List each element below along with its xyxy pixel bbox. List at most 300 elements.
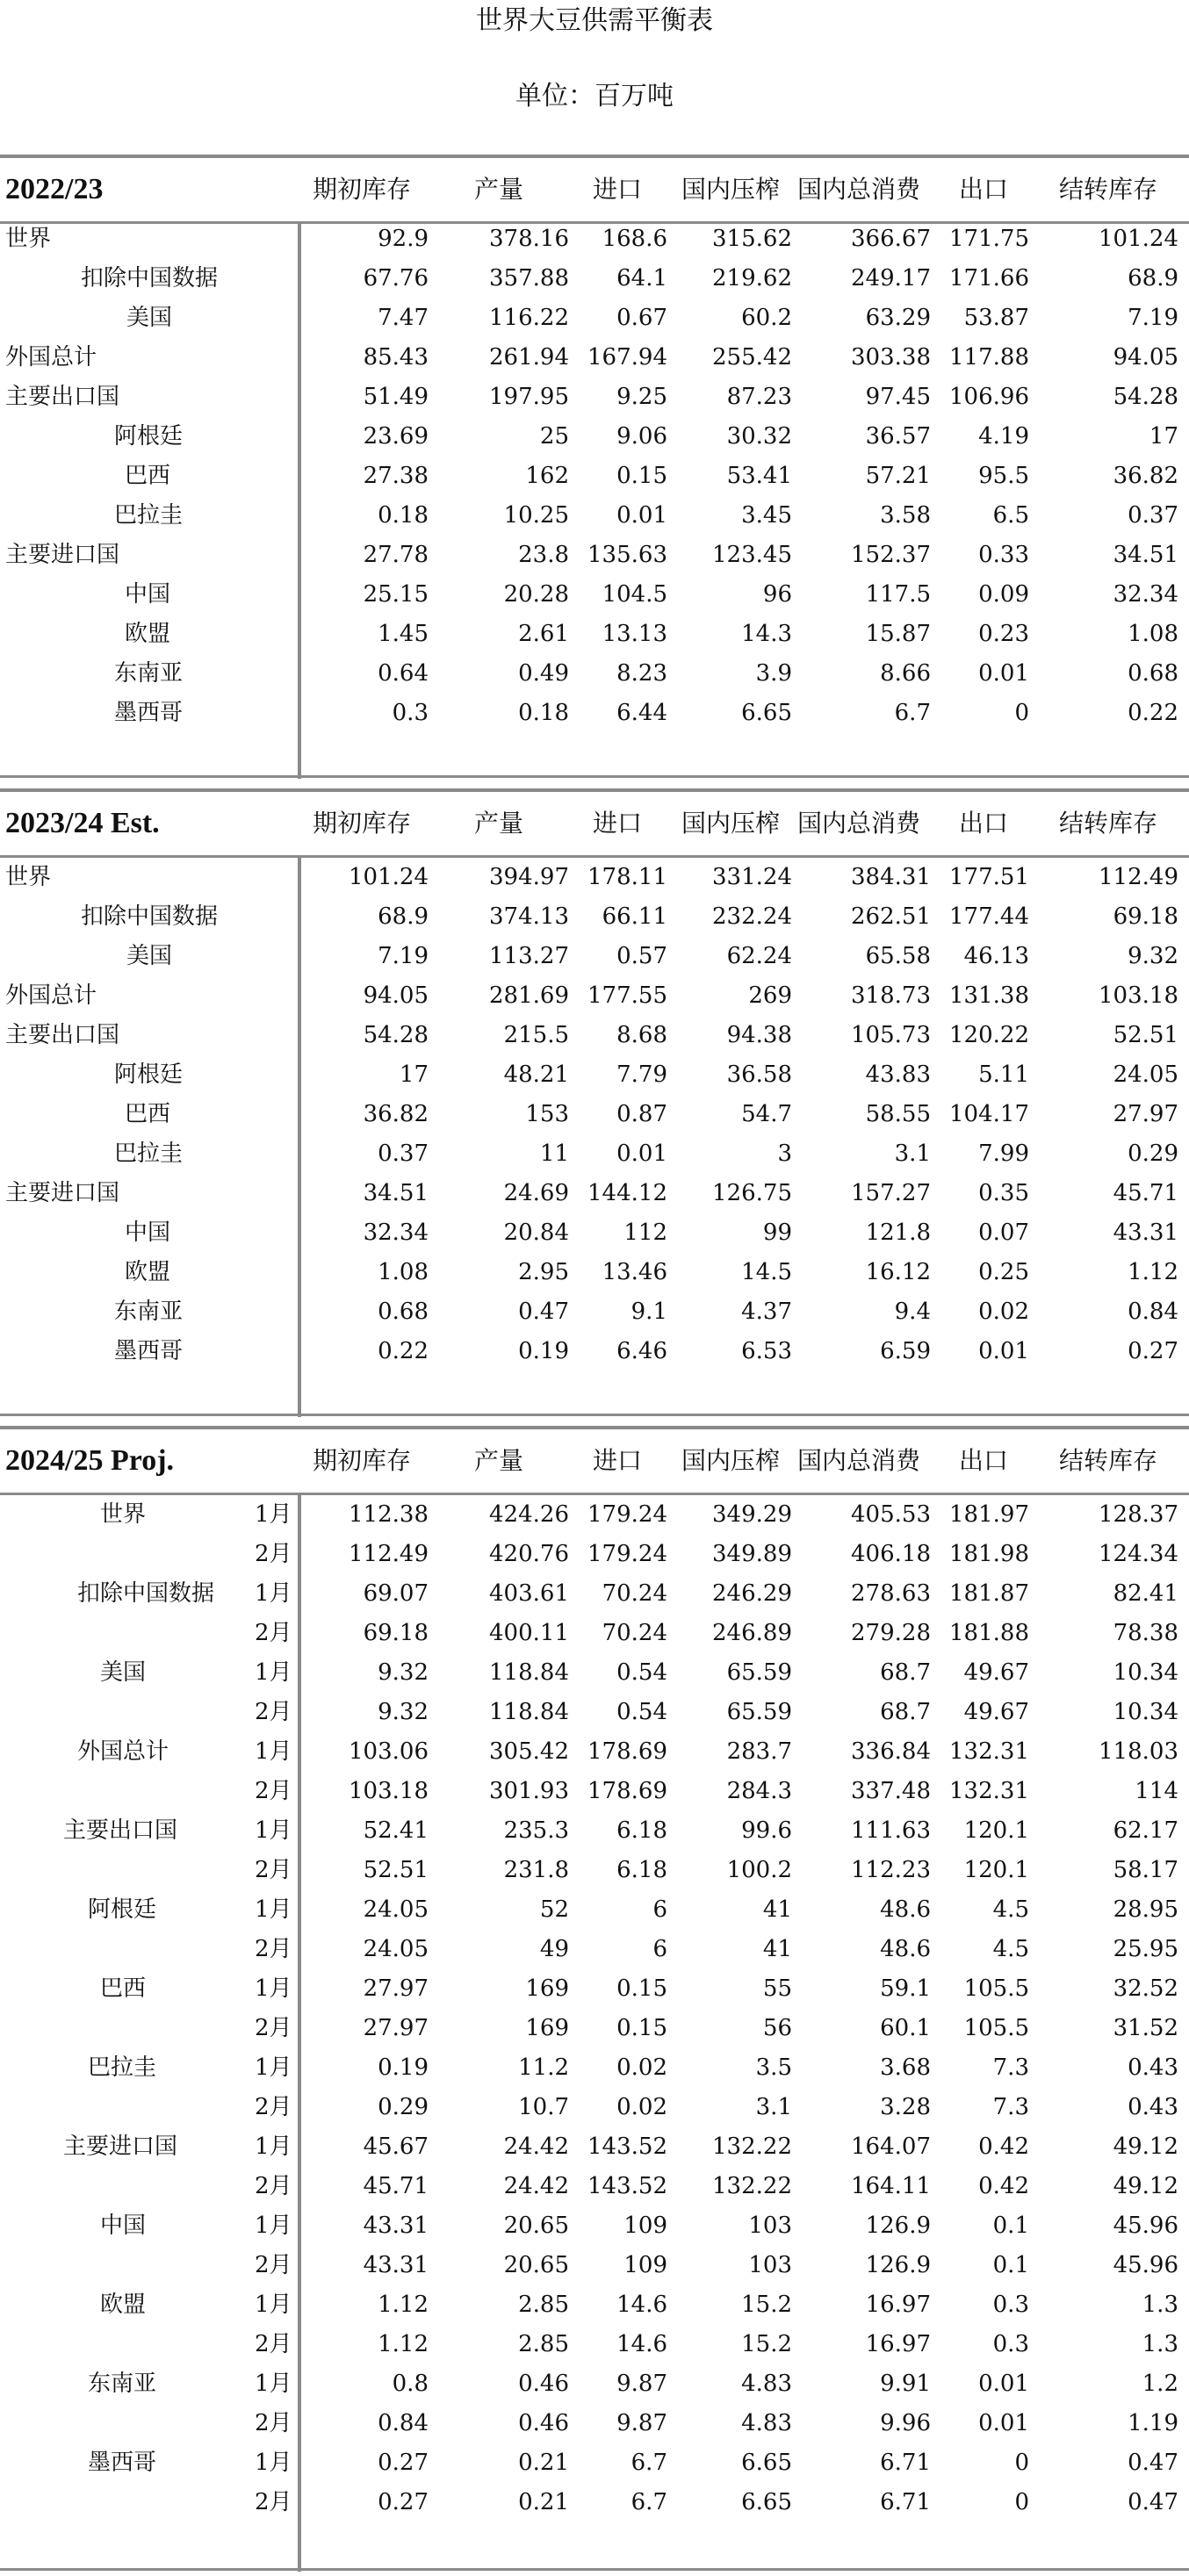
table-cell: 62.24 xyxy=(726,943,792,969)
table-cell: 0.22 xyxy=(1128,700,1178,726)
table-cell: 315.62 xyxy=(712,226,792,252)
table-row xyxy=(0,1574,1189,1614)
column-header: 国内总消费 xyxy=(797,809,921,838)
table-cell: 6.7 xyxy=(631,2489,667,2515)
table-cell: 97.45 xyxy=(865,384,931,410)
table-cell: 0.68 xyxy=(1128,660,1178,687)
table-cell: 60.1 xyxy=(880,2015,931,2041)
table-cell: 0.46 xyxy=(518,2371,569,2397)
table-cell: 168.6 xyxy=(602,226,667,252)
table-cell: 283.7 xyxy=(726,1738,792,1765)
table-cell: 0.09 xyxy=(978,581,1029,608)
row-label: 巴西 xyxy=(125,1101,171,1127)
table-cell: 132.22 xyxy=(712,2133,792,2160)
table-cell: 349.29 xyxy=(712,1501,792,1528)
table-cell: 24.42 xyxy=(503,2133,569,2160)
table-cell: 144.12 xyxy=(587,1180,667,1206)
table-cell: 0.19 xyxy=(378,2054,429,2081)
table-cell: 177.44 xyxy=(949,903,1029,930)
table-cell: 16.97 xyxy=(865,2331,931,2357)
row-label: 欧盟 xyxy=(125,621,171,647)
table-cell: 10.34 xyxy=(1113,1699,1178,1725)
column-header: 国内压榨 xyxy=(681,809,781,838)
table-cell: 366.67 xyxy=(851,226,931,252)
table-cell: 58.17 xyxy=(1113,1857,1178,1883)
row-label: 东南亚 xyxy=(114,660,184,687)
table-cell: 132.22 xyxy=(712,2173,792,2199)
table-cell: 337.48 xyxy=(851,1778,931,1804)
table-cell: 7.19 xyxy=(1128,305,1178,331)
table-cell: 181.88 xyxy=(949,1620,1029,1646)
row-label: 主要出口国 xyxy=(5,384,120,410)
table-cell: 49.67 xyxy=(963,1699,1029,1725)
table-cell: 9.32 xyxy=(378,1699,429,1725)
table-cell: 0.68 xyxy=(378,1299,429,1325)
table-cell: 4.19 xyxy=(978,423,1029,450)
table-cell: 48.21 xyxy=(503,1061,569,1088)
table-cell: 118.03 xyxy=(1099,1738,1178,1765)
table-cell: 157.27 xyxy=(851,1180,931,1206)
table-cell: 53.87 xyxy=(963,305,1029,331)
table-cell: 55 xyxy=(762,1975,792,2002)
table-cell: 24.05 xyxy=(363,1936,429,1962)
table-cell: 36.82 xyxy=(363,1101,429,1127)
table-cell: 0.15 xyxy=(616,1975,667,2002)
table-cell: 49.12 xyxy=(1113,2173,1178,2199)
table-cell: 68.7 xyxy=(880,1699,931,1725)
row-month: 2月 xyxy=(255,1620,292,1646)
table-cell: 181.98 xyxy=(949,1541,1029,1567)
table-cell: 169 xyxy=(525,2015,569,2041)
column-header: 出口 xyxy=(959,1446,1009,1475)
table-cell: 114 xyxy=(1135,1778,1178,1804)
table-cell: 20.28 xyxy=(503,581,569,608)
table-cell: 27.97 xyxy=(1113,1101,1178,1127)
table-cell: 117.88 xyxy=(949,344,1029,371)
table-cell: 0.02 xyxy=(978,1299,1029,1325)
table-cell: 32.34 xyxy=(363,1220,429,1246)
table-cell: 0.84 xyxy=(1128,1299,1178,1325)
table-cell: 400.11 xyxy=(489,1620,569,1646)
table-cell: 3.1 xyxy=(755,2094,792,2120)
table-cell: 60.2 xyxy=(741,305,792,331)
column-header: 出口 xyxy=(959,175,1009,204)
table-cell: 1.45 xyxy=(378,621,429,647)
table-cell: 219.62 xyxy=(712,265,792,291)
table-cell: 0.01 xyxy=(978,660,1029,687)
row-label: 世界 xyxy=(5,864,52,890)
row-month: 1月 xyxy=(255,2450,292,2476)
table-cell: 0.23 xyxy=(978,621,1029,647)
table-cell: 105.73 xyxy=(851,1022,931,1048)
page-title: 世界大豆供需平衡表 xyxy=(476,5,713,36)
table-row xyxy=(0,858,1189,897)
table-cell: 34.51 xyxy=(1113,542,1178,568)
row-label: 中国 xyxy=(100,2213,147,2239)
table-cell: 28.95 xyxy=(1113,1896,1178,1923)
table-row xyxy=(0,2285,1189,2325)
table-cell: 9.32 xyxy=(1128,943,1178,969)
table-cell: 152.37 xyxy=(851,542,931,568)
table-cell: 0.84 xyxy=(378,2410,429,2436)
table-cell: 6.53 xyxy=(741,1338,792,1364)
table-cell: 143.52 xyxy=(587,2173,667,2199)
table-cell: 41 xyxy=(762,1936,792,1962)
table-cell: 135.63 xyxy=(587,542,667,568)
table-cell: 420.76 xyxy=(489,1541,569,1567)
table-cell: 7.19 xyxy=(378,943,429,969)
row-label: 巴西 xyxy=(100,1975,147,2002)
table-cell: 104.17 xyxy=(949,1101,1029,1127)
table-cell: 162 xyxy=(525,463,569,489)
column-header: 结转库存 xyxy=(1059,809,1158,838)
table-cell: 0.02 xyxy=(616,2054,667,2081)
table-cell: 0.29 xyxy=(1128,1140,1178,1167)
table-cell: 87.23 xyxy=(726,384,792,410)
table-cell: 269 xyxy=(748,982,792,1009)
table-cell: 94.05 xyxy=(363,982,429,1009)
table-cell: 52.41 xyxy=(363,1817,429,1844)
table-cell: 0.42 xyxy=(978,2133,1029,2160)
table-cell: 303.38 xyxy=(851,344,931,371)
row-label: 扣除中国数据 xyxy=(81,265,219,291)
table-row xyxy=(0,2246,1189,2285)
table-cell: 0.47 xyxy=(1128,2489,1178,2515)
table-cell: 45.71 xyxy=(1113,1180,1178,1206)
column-header: 结转库存 xyxy=(1059,175,1158,204)
table-cell: 0.3 xyxy=(992,2331,1029,2357)
row-label: 世界 xyxy=(100,1501,147,1528)
table-cell: 10.25 xyxy=(503,502,569,529)
table-cell: 41 xyxy=(762,1896,792,1923)
table-cell: 14.6 xyxy=(616,2331,667,2357)
table-cell: 43.31 xyxy=(363,2252,429,2278)
table-cell: 109 xyxy=(623,2213,667,2239)
table-cell: 16.97 xyxy=(865,2292,931,2318)
table-cell: 15.87 xyxy=(865,621,931,647)
table-cell: 128.37 xyxy=(1099,1501,1178,1528)
table-cell: 6.65 xyxy=(741,2489,792,2515)
row-month: 2月 xyxy=(255,2015,292,2041)
table-cell: 3.45 xyxy=(741,502,792,529)
section-top-rule xyxy=(0,155,1189,158)
table-cell: 103.18 xyxy=(349,1778,429,1804)
table-cell: 32.52 xyxy=(1113,1975,1178,2002)
table-cell: 178.69 xyxy=(587,1778,667,1804)
table-cell: 31.52 xyxy=(1113,2015,1178,2041)
table-cell: 132.31 xyxy=(949,1778,1029,1804)
column-header: 产量 xyxy=(474,809,524,838)
table-cell: 1.3 xyxy=(1142,2331,1178,2357)
table-row xyxy=(0,654,1189,694)
table-cell: 69.18 xyxy=(1113,903,1178,930)
table-cell: 1.19 xyxy=(1128,2410,1178,2436)
table-cell: 27.97 xyxy=(363,1975,429,2002)
row-month: 1月 xyxy=(255,1501,292,1528)
table-cell: 0.1 xyxy=(992,2252,1029,2278)
table-row xyxy=(0,1732,1189,1772)
table-cell: 384.31 xyxy=(851,864,931,890)
table-cell: 6.7 xyxy=(894,700,931,726)
table-row xyxy=(0,378,1189,417)
table-cell: 0.15 xyxy=(616,463,667,489)
table-cell: 1.08 xyxy=(1128,621,1178,647)
table-cell: 0.29 xyxy=(378,2094,429,2120)
row-label: 扣除中国数据 xyxy=(77,1580,215,1607)
table-cell: 13.46 xyxy=(602,1259,667,1285)
table-cell: 178.69 xyxy=(587,1738,667,1765)
table-row xyxy=(0,2009,1189,2048)
table-cell: 52.51 xyxy=(363,1857,429,1883)
row-month: 2月 xyxy=(255,1699,292,1725)
table-cell: 6.65 xyxy=(741,700,792,726)
table-cell: 118.84 xyxy=(489,1659,569,1686)
table-row xyxy=(0,1095,1189,1134)
table-cell: 6.71 xyxy=(880,2489,931,2515)
section-bottom-rule xyxy=(0,2568,1189,2571)
table-cell: 14.6 xyxy=(616,2292,667,2318)
row-label: 欧盟 xyxy=(125,1259,171,1285)
table-cell: 49 xyxy=(539,1936,569,1962)
table-row xyxy=(0,2404,1189,2443)
column-header: 进口 xyxy=(593,1446,643,1475)
table-cell: 0.37 xyxy=(1128,502,1178,529)
row-month: 2月 xyxy=(255,1778,292,1804)
table-cell: 301.93 xyxy=(489,1778,569,1804)
table-row xyxy=(0,259,1189,299)
table-cell: 336.84 xyxy=(851,1738,931,1765)
table-row xyxy=(0,1890,1189,1930)
table-cell: 45.71 xyxy=(363,2173,429,2199)
column-header: 期初库存 xyxy=(313,175,412,204)
table-cell: 279.28 xyxy=(851,1620,931,1646)
table-cell: 406.18 xyxy=(851,1541,931,1567)
table-cell: 6.71 xyxy=(880,2450,931,2476)
table-cell: 403.61 xyxy=(489,1580,569,1607)
row-month: 1月 xyxy=(255,1738,292,1765)
row-label: 东南亚 xyxy=(88,2371,157,2397)
table-cell: 16.12 xyxy=(865,1259,931,1285)
table-cell: 179.24 xyxy=(587,1501,667,1528)
row-label: 美国 xyxy=(100,1659,147,1686)
table-cell: 4.37 xyxy=(741,1299,792,1325)
table-cell: 32.34 xyxy=(1113,581,1178,608)
row-label: 扣除中国数据 xyxy=(81,903,219,930)
table-cell: 24.05 xyxy=(363,1896,429,1923)
table-cell: 0.43 xyxy=(1128,2094,1178,2120)
table-cell: 1.12 xyxy=(378,2292,429,2318)
table-cell: 0.43 xyxy=(1128,2054,1178,2081)
table-cell: 121.8 xyxy=(865,1220,931,1246)
row-label: 中国 xyxy=(125,581,171,608)
table-cell: 106.96 xyxy=(949,384,1029,410)
table-row xyxy=(0,2443,1189,2483)
table-cell: 65.58 xyxy=(865,943,931,969)
table-cell: 278.63 xyxy=(851,1580,931,1607)
row-label: 主要进口国 xyxy=(5,1180,120,1206)
table-cell: 164.07 xyxy=(851,2133,931,2160)
table-cell: 109 xyxy=(623,2252,667,2278)
table-cell: 6 xyxy=(652,1896,667,1923)
table-cell: 197.95 xyxy=(489,384,569,410)
row-label: 阿根廷 xyxy=(114,423,184,450)
table-cell: 24.69 xyxy=(503,1180,569,1206)
table-cell: 27.97 xyxy=(363,2015,429,2041)
table-cell: 117.5 xyxy=(865,581,931,608)
table-cell: 95.5 xyxy=(978,463,1029,489)
table-cell: 2.61 xyxy=(518,621,569,647)
row-label: 巴拉圭 xyxy=(114,1140,184,1167)
table-row xyxy=(0,1016,1189,1055)
table-cell: 0.8 xyxy=(392,2371,429,2397)
row-month: 1月 xyxy=(255,1659,292,1686)
column-header: 出口 xyxy=(959,809,1009,838)
section-top-rule xyxy=(0,788,1189,792)
table-cell: 0.01 xyxy=(978,2410,1029,2436)
table-cell: 9.32 xyxy=(378,1659,429,1686)
table-cell: 143.52 xyxy=(587,2133,667,2160)
row-label: 中国 xyxy=(125,1220,171,1246)
table-cell: 25.15 xyxy=(363,581,429,608)
table-cell: 9.1 xyxy=(631,1299,667,1325)
table-row xyxy=(0,1134,1189,1174)
table-row xyxy=(0,338,1189,378)
column-header: 进口 xyxy=(593,175,643,204)
row-month: 1月 xyxy=(255,1580,292,1607)
table-row xyxy=(0,694,1189,733)
table-cell: 0.21 xyxy=(518,2450,569,2476)
table-cell: 181.87 xyxy=(949,1580,1029,1607)
table-cell: 94.38 xyxy=(726,1022,792,1048)
table-cell: 4.83 xyxy=(741,2371,792,2397)
table-cell: 6.46 xyxy=(616,1338,667,1364)
table-row xyxy=(0,417,1189,457)
table-row xyxy=(0,2325,1189,2364)
table-cell: 0 xyxy=(1014,2450,1029,2476)
row-month: 1月 xyxy=(255,2054,292,2081)
table-cell: 3.1 xyxy=(894,1140,931,1167)
table-cell: 231.8 xyxy=(503,1857,569,1883)
table-cell: 48.6 xyxy=(880,1896,931,1923)
table-cell: 9.25 xyxy=(616,384,667,410)
table-cell: 7.47 xyxy=(378,305,429,331)
row-label: 外国总计 xyxy=(77,1738,169,1765)
row-label: 墨西哥 xyxy=(114,1338,184,1364)
table-cell: 36.82 xyxy=(1113,463,1178,489)
table-cell: 116.22 xyxy=(489,305,569,331)
table-cell: 30.32 xyxy=(726,423,792,450)
table-row xyxy=(0,1213,1189,1253)
table-cell: 305.42 xyxy=(489,1738,569,1765)
table-cell: 112.49 xyxy=(349,1541,429,1567)
table-cell: 62.17 xyxy=(1113,1817,1178,1844)
row-month: 1月 xyxy=(255,2133,292,2160)
table-row xyxy=(0,2048,1189,2088)
table-row xyxy=(0,1495,1189,1535)
table-cell: 52.51 xyxy=(1113,1022,1178,1048)
table-cell: 123.45 xyxy=(712,542,792,568)
table-cell: 24.05 xyxy=(1113,1061,1178,1088)
table-cell: 70.24 xyxy=(602,1580,667,1607)
table-cell: 126.9 xyxy=(865,2213,931,2239)
table-cell: 3 xyxy=(777,1140,792,1167)
table-cell: 235.3 xyxy=(503,1817,569,1844)
table-cell: 177.55 xyxy=(587,982,667,1009)
table-row xyxy=(0,1535,1189,1574)
table-cell: 7.79 xyxy=(616,1061,667,1088)
table-cell: 281.69 xyxy=(489,982,569,1009)
table-cell: 246.89 xyxy=(712,1620,792,1646)
table-cell: 0.27 xyxy=(378,2450,429,2476)
table-cell: 284.3 xyxy=(726,1778,792,1804)
table-cell: 178.11 xyxy=(587,864,667,890)
table-cell: 56 xyxy=(762,2015,792,2041)
table-cell: 7.99 xyxy=(978,1140,1029,1167)
table-cell: 63.29 xyxy=(865,305,931,331)
table-row xyxy=(0,2364,1189,2404)
table-cell: 100.2 xyxy=(726,1857,792,1883)
table-cell: 103.18 xyxy=(1099,982,1178,1009)
table-cell: 1.2 xyxy=(1142,2371,1178,2397)
table-row xyxy=(0,457,1189,496)
table-row xyxy=(0,1292,1189,1332)
section-top-rule xyxy=(0,1426,1189,1429)
table-cell: 6.65 xyxy=(741,2450,792,2476)
table-row xyxy=(0,2088,1189,2127)
section-label: 2022/23 xyxy=(5,173,104,205)
table-row xyxy=(0,976,1189,1016)
table-cell: 103 xyxy=(748,2252,792,2278)
column-header: 国内压榨 xyxy=(681,175,781,204)
row-month: 1月 xyxy=(255,1817,292,1844)
table-cell: 0.01 xyxy=(978,1338,1029,1364)
table-cell: 3.28 xyxy=(880,2094,931,2120)
table-cell: 164.11 xyxy=(851,2173,931,2199)
table-cell: 45.96 xyxy=(1113,2213,1178,2239)
column-header: 期初库存 xyxy=(313,1446,412,1475)
table-cell: 4.5 xyxy=(992,1936,1029,1962)
table-cell: 131.38 xyxy=(949,982,1029,1009)
row-label: 阿根廷 xyxy=(114,1061,184,1088)
row-month: 2月 xyxy=(255,2094,292,2120)
table-cell: 0.01 xyxy=(616,1140,667,1167)
row-label: 主要进口国 xyxy=(63,2133,178,2160)
table-cell: 1.3 xyxy=(1142,2292,1178,2318)
table-row xyxy=(0,299,1189,338)
column-header: 国内总消费 xyxy=(797,1446,921,1475)
table-row xyxy=(0,2127,1189,2167)
table-cell: 331.24 xyxy=(712,864,792,890)
table-cell: 249.17 xyxy=(851,265,931,291)
table-cell: 103.06 xyxy=(349,1738,429,1765)
table-cell: 20.84 xyxy=(503,1220,569,1246)
table-cell: 13.13 xyxy=(602,621,667,647)
table-cell: 27.38 xyxy=(363,463,429,489)
table-cell: 9.87 xyxy=(616,2410,667,2436)
table-cell: 52 xyxy=(539,1896,569,1923)
table-cell: 2.95 xyxy=(518,1259,569,1285)
table-cell: 43.31 xyxy=(363,2213,429,2239)
table-cell: 318.73 xyxy=(851,982,931,1009)
table-cell: 85.43 xyxy=(363,344,429,371)
table-cell: 0.15 xyxy=(616,2015,667,2041)
table-cell: 261.94 xyxy=(489,344,569,371)
table-cell: 0.22 xyxy=(378,1338,429,1364)
table-cell: 64.1 xyxy=(616,265,667,291)
table-cell: 1.08 xyxy=(378,1259,429,1285)
column-header: 国内总消费 xyxy=(797,175,921,204)
row-month: 2月 xyxy=(255,2410,292,2436)
